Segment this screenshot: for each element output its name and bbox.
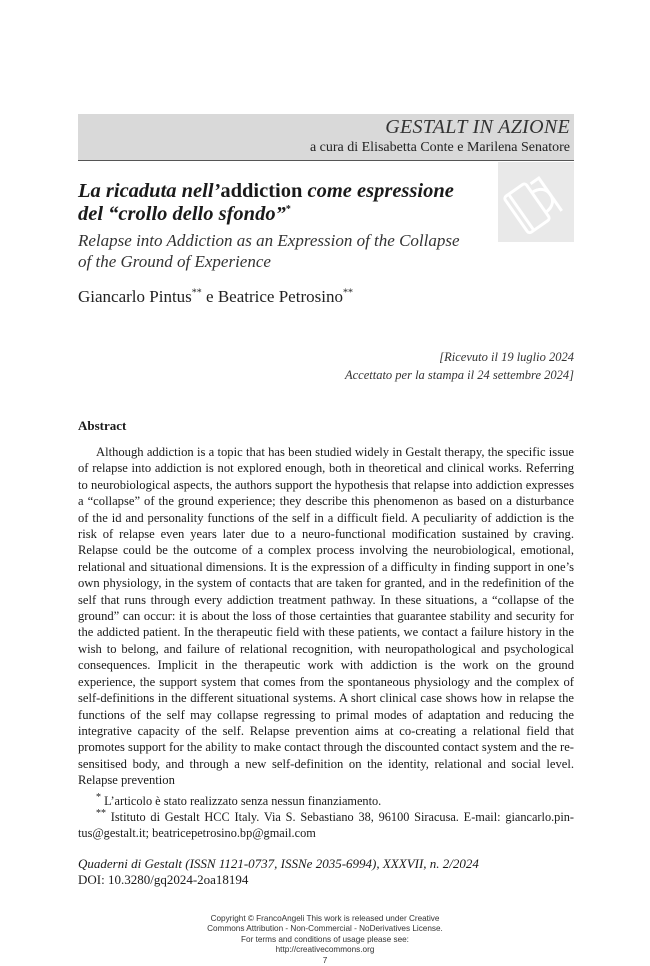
title-italian-part: come espressione	[302, 180, 454, 202]
page-number: 7	[322, 955, 328, 965]
title-italian-line2: del “crollo dello sfondo”	[78, 203, 286, 225]
title-italian-part: La ricaduta nell’	[78, 180, 221, 202]
footnote-marker: **	[191, 287, 202, 299]
section-editors: a cura di Elisabetta Conte e Marilena Senatore	[309, 140, 570, 155]
title-english-line1: Relapse into Addiction as an Expression of the Collapse	[78, 231, 460, 250]
license-line: For terms and conditions of usage please see:	[241, 934, 409, 944]
article-title-english	[78, 230, 498, 272]
abstract-text: Although addiction is a topic that has been studied widely in Gestalt therapy, the specific issue of relapse into addiction is not explored enough, both in theoretical and clinical works. Referring to neurobiological aspects, the authors support the hypothesis that relapse into addiction expresses a “collapse” of the ground experience; they describe this phenomenon as based on a disturbance of the id and personality functions of the self in a difficult field. A peculiarity of addiction is the risk of relapse even years later due to a neuro-functional modification sustained by craving. Relapse could be the outcome of a complex process involving the neurobiological, emotional, relational and situational dimensions. It is the expression of a difficulty in finding support in one’s own physiology, in the system of contacts that are taken for granted, and in the redefinition of the self that runs through every addiction treatment pathway. In these situations, a “collapse of the ground” can occur: it is about the loss of those certainties that guarantee stability and security for the addicted patient. In the therapeutic field with these patients, we contact a failure history in the wish to belong, and failure of relational recognition, with neuropathological and psychological consequences. Implicit in the therapeutic work with addiction is the work on the ground experience, the support system that comes from the spontaneous physiology and the complex of self-definitions in the different situational systems. A short clinical case shows how in relapse the functions of the self may collapse regressing to primal modes of adaptation and reducing the integrative capacity of the self. Relapse prevention aims at co-creating a relational field that promotes support for the ability to make contact through the discounted contact system and the re-sensitised body, and through a new self-definition on the identity, relational and social level. Relapse prevention	[78, 445, 574, 788]
journal-info	[78, 856, 479, 888]
title-italian-keyword: addiction	[220, 180, 303, 202]
authors	[78, 287, 353, 307]
author-name: Beatrice Petrosino	[217, 287, 343, 306]
footnote-text: L’articolo è stato realizzato senza nessun finanziamento.	[101, 794, 382, 808]
footnote-marker: *	[96, 791, 101, 803]
journal-citation: Quaderni di Gestalt (ISSN 1121-0737, ISSNe 2035-6994), XXXVII, n. 2/2024	[78, 856, 479, 871]
author-separator: e	[201, 287, 218, 306]
footnotes	[78, 793, 574, 841]
footnote-2	[78, 809, 574, 841]
footnote-1	[78, 793, 574, 809]
footnote-marker: **	[342, 287, 353, 299]
series-title: GESTALT IN AZIONE	[385, 116, 570, 138]
title-english-line2: of the Ground of Experience	[78, 252, 271, 271]
footnote-text: Istituto di Gestalt HCC Italy. Via S. Sebastiano 38, 96100 Siracusa. E-mail: giancarlo.pintus@gestalt.it; beatricepetrosino.bp@gmail.com	[78, 810, 574, 840]
section-header-band	[78, 114, 574, 161]
author-name: Giancarlo Pintus	[78, 287, 192, 306]
license-notice	[0, 914, 650, 966]
submission-dates	[345, 348, 574, 384]
license-line: Commons Attribution - Non-Commercial - NoDerivatives License.	[207, 924, 443, 934]
accepted-date: Accettato per la stampa il 24 settembre 2024]	[344, 368, 574, 382]
received-date: [Ricevuto il 19 luglio 2024	[439, 350, 574, 364]
footnote-marker: **	[96, 807, 106, 819]
doi[interactable]: DOI: 10.3280/gq2024-2oa18194	[78, 872, 249, 887]
license-link[interactable]: http://creativecommons.org	[275, 945, 375, 955]
article-title-italian	[78, 180, 518, 226]
footnote-marker: *	[285, 204, 291, 216]
abstract-heading: Abstract	[78, 418, 127, 433]
license-line: Copyright © FrancoAngeli This work is released under Creative	[210, 914, 440, 923]
